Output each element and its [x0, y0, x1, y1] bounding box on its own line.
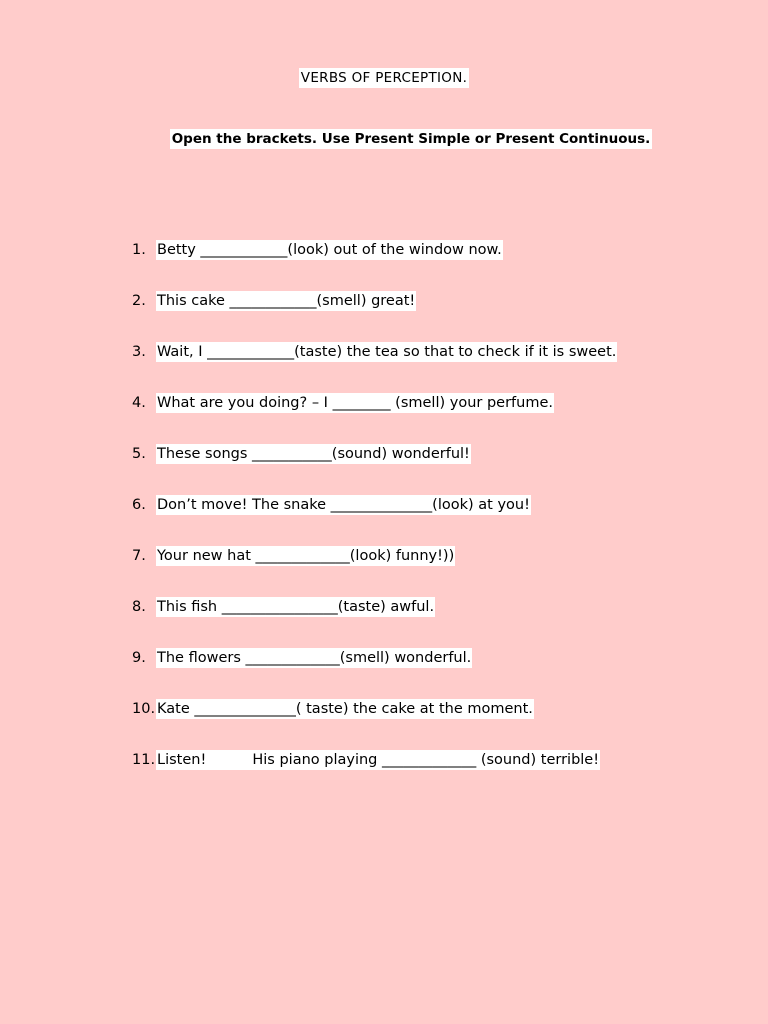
exercise-number: 11. — [132, 752, 156, 768]
worksheet-instruction-text: Open the brackets. Use Present Simple or Present Continuous. — [171, 131, 651, 147]
exercise-text: What are you doing? – I ________ (smell) your perfume. — [157, 395, 554, 411]
worksheet-title — [0, 70, 768, 86]
exercise-item — [132, 395, 617, 446]
exercise-item — [132, 497, 617, 548]
exercise-number: 9. — [132, 650, 146, 666]
exercise-item — [132, 548, 617, 599]
exercise-text: Don’t move! The snake ______________(look) at you! — [157, 497, 530, 513]
exercise-text: The flowers _____________(smell) wonderful. — [157, 650, 472, 666]
exercise-item — [132, 344, 617, 395]
exercise-number: 8. — [132, 599, 146, 615]
exercise-item — [132, 752, 617, 803]
exercise-item — [132, 242, 617, 293]
exercise-item — [132, 446, 617, 497]
exercise-text: This cake ____________(smell) great! — [157, 293, 416, 309]
exercise-item — [132, 701, 617, 752]
exercise-number: 7. — [132, 548, 146, 564]
worksheet-title-text: VERBS OF PERCEPTION. — [300, 70, 468, 86]
exercise-item — [132, 650, 617, 701]
exercise-number: 4. — [132, 395, 146, 411]
exercise-number: 3. — [132, 344, 146, 360]
exercise-item — [132, 293, 617, 344]
exercise-number: 10. — [132, 701, 156, 717]
exercise-text: Your new hat _____________(look) funny!)) — [157, 548, 455, 564]
exercise-text: Wait, I ____________(taste) the tea so that to check if it is sweet. — [157, 344, 617, 360]
exercise-text: Kate ______________( taste) the cake at the moment. — [157, 701, 533, 717]
exercise-number: 5. — [132, 446, 146, 462]
exercise-number: 1. — [132, 242, 146, 258]
exercise-list — [132, 242, 617, 803]
exercise-text: Betty ____________(look) out of the window now. — [157, 242, 502, 258]
exercise-text: This fish ________________(taste) awful. — [157, 599, 435, 615]
exercise-text: These songs ___________(sound) wonderful! — [157, 446, 470, 462]
exercise-text: Listen! His piano playing _____________ (sound) terrible! — [157, 752, 600, 768]
exercise-number: 2. — [132, 293, 146, 309]
exercise-number: 6. — [132, 497, 146, 513]
exercise-item — [132, 599, 617, 650]
worksheet-instruction — [0, 131, 768, 147]
